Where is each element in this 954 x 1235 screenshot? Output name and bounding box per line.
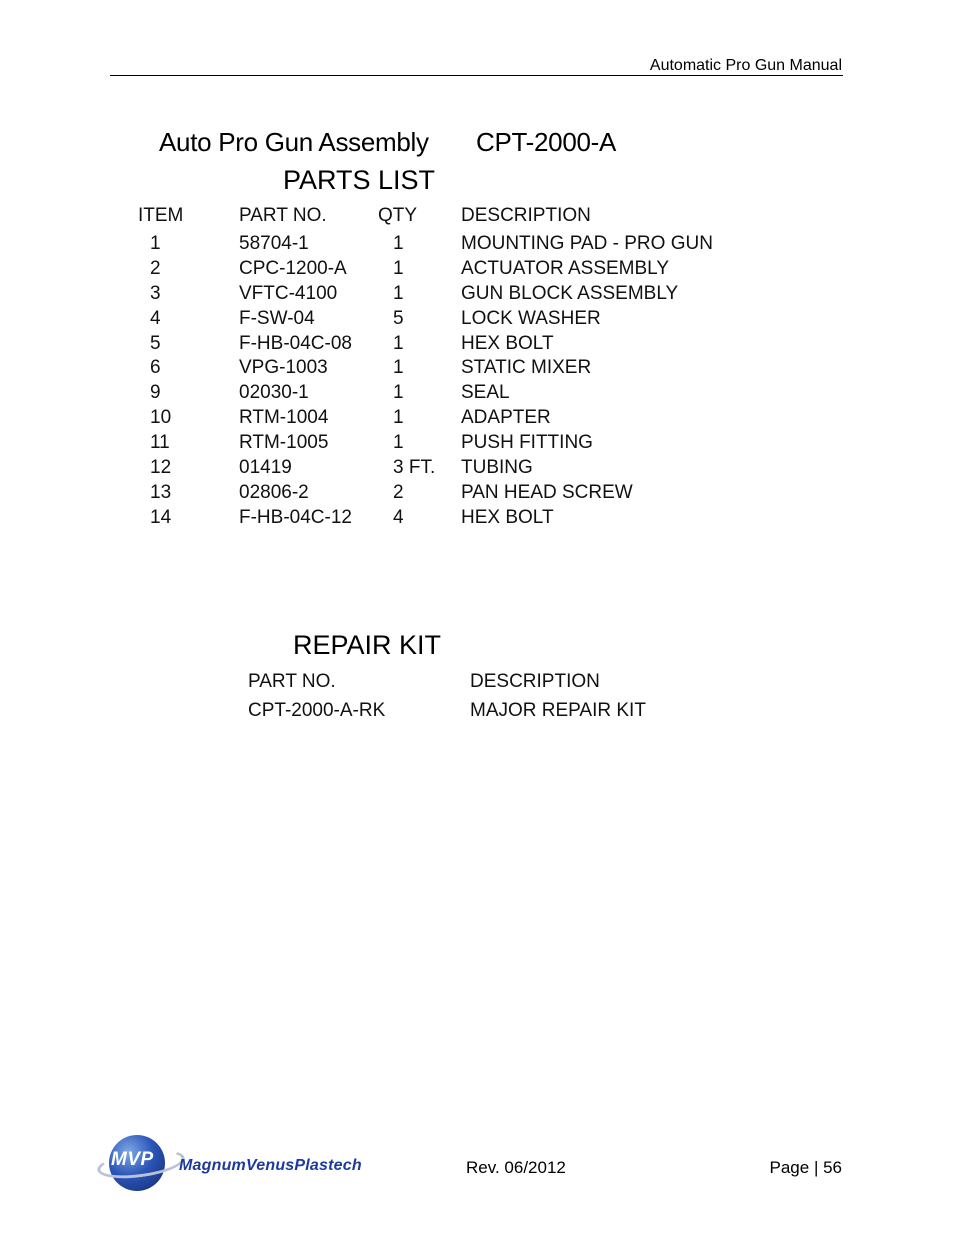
part-qty: 1 [393,432,404,454]
repair-kit-header [0,671,954,700]
part-number: F-HB-04C-08 [239,332,352,354]
part-number: VFTC-4100 [239,282,338,304]
part-qty: 1 [393,382,404,404]
part-item-number: 1 [150,233,161,254]
part-description: TUBING [461,457,533,479]
part-description: SEAL [461,382,510,404]
part-description: HEX BOLT [461,506,554,528]
part-description: ACTUATOR ASSEMBLY [461,257,669,279]
part-number: 58704-1 [239,233,309,254]
part-number: RTM-1004 [239,407,329,429]
page-number: Page | 56 [769,1158,842,1177]
table-row [0,333,954,358]
part-item-number: 3 [150,282,161,304]
part-qty: 1 [393,332,404,354]
part-qty: 1 [393,282,404,304]
table-row [0,233,954,258]
repair-kit-table [0,671,954,729]
revision-date: Rev. 06/2012 [466,1158,566,1177]
part-item-number: 11 [150,432,170,454]
table-row [0,283,954,308]
repair-col-description: DESCRIPTION [470,671,600,692]
part-description: PUSH FITTING [461,432,593,454]
col-header-item: ITEM [138,205,184,226]
repair-col-part-no: PART NO. [248,671,336,692]
part-number: 02030-1 [239,382,309,404]
parts-table-header [0,205,954,233]
part-item-number: 2 [150,257,161,279]
col-header-qty: QTY [378,205,418,226]
assembly-title [159,127,617,158]
part-qty: 1 [393,233,404,254]
part-item-number: 13 [150,481,172,503]
part-number: CPC-1200-A [239,257,347,279]
repair-kit-row [0,700,954,729]
part-item-number: 6 [150,357,161,379]
part-number: VPG-1003 [239,357,328,379]
part-number: 02806-2 [239,481,309,503]
part-item-number: 10 [150,407,172,429]
part-number: 01419 [239,457,292,479]
part-qty: 5 [393,307,404,329]
table-row [0,382,954,407]
repair-kit-heading: REPAIR KIT [293,630,442,660]
repair-kit-description: MAJOR REPAIR KIT [470,700,646,721]
part-item-number: 12 [150,457,172,479]
assembly-name: Auto Pro Gun Assembly [159,127,429,157]
part-number: F-HB-04C-12 [239,506,352,528]
part-description: MOUNTING PAD - PRO GUN [461,233,713,254]
part-qty: 3 FT. [393,457,436,479]
part-item-number: 9 [150,382,161,404]
table-row [0,507,954,532]
col-header-description: DESCRIPTION [461,205,591,226]
table-row [0,407,954,432]
table-row [0,457,954,482]
part-description: HEX BOLT [461,332,554,354]
parts-table [0,205,954,532]
part-qty: 1 [393,357,404,379]
part-number: F-SW-04 [239,307,315,329]
part-description: PAN HEAD SCREW [461,481,633,503]
part-qty: 1 [393,407,404,429]
part-qty: 4 [393,506,404,528]
logo-mark: MVP [111,1149,154,1170]
header-divider [110,75,843,76]
company-logo [97,1133,387,1195]
part-number: RTM-1005 [239,432,329,454]
part-description: STATIC MIXER [461,357,592,379]
part-item-number: 14 [150,506,172,528]
part-description: LOCK WASHER [461,307,601,329]
table-row [0,308,954,333]
table-row [0,357,954,382]
part-item-number: 5 [150,332,161,354]
part-qty: 2 [393,481,404,503]
logo-company-name: MagnumVenusPlastech [179,1157,362,1174]
part-description: GUN BLOCK ASSEMBLY [461,282,679,304]
repair-kit-part-no: CPT-2000-A-RK [248,700,386,721]
table-row [0,432,954,457]
part-qty: 1 [393,257,404,279]
parts-list-heading: PARTS LIST [283,165,436,195]
table-row [0,258,954,283]
manual-title: Automatic Pro Gun Manual [649,57,842,74]
part-item-number: 4 [150,307,161,329]
assembly-model: CPT-2000-A [476,127,617,157]
part-description: ADAPTER [461,407,551,429]
table-row [0,482,954,507]
col-header-part-no: PART NO. [239,205,327,226]
